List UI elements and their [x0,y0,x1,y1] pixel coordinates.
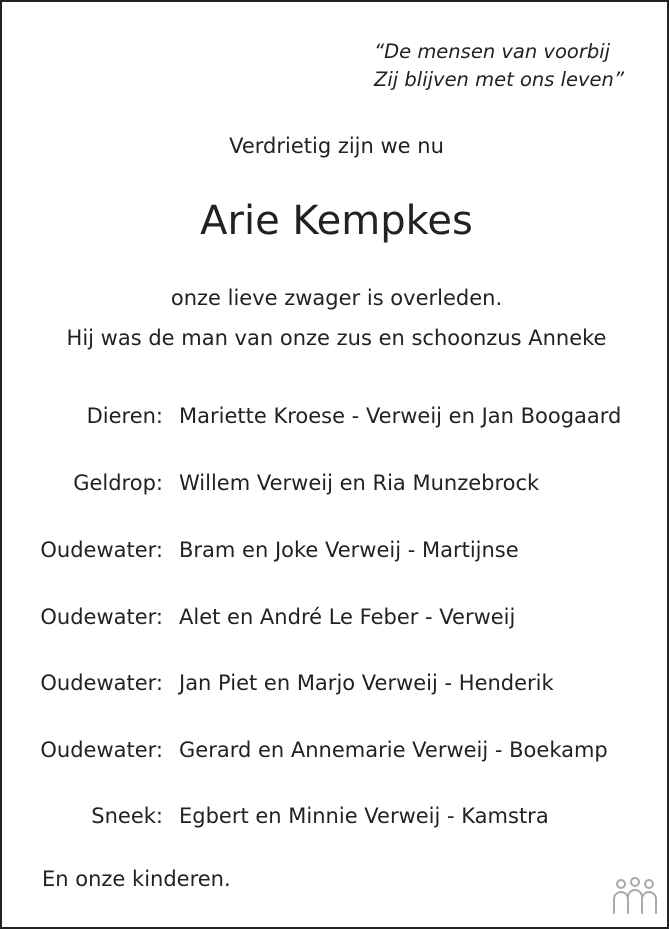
intro-text: Verdrietig zijn we nu [229,134,444,158]
relative-row [2,602,669,632]
relative-row [2,535,669,565]
relative-names: Jan Piet en Marjo Verweij - Henderik [179,671,554,695]
subtitle-line-1: onze lieve zwager is overleden. [170,286,503,310]
deceased-name: Arie Kempkes [200,198,473,244]
subtitle-line-2: Hij was de man van onze zus en schoonzus Anneke [66,326,607,350]
poem-quote [374,38,624,94]
relative-place: Oudewater: [40,538,163,562]
relative-place: Geldrop: [73,471,163,495]
relative-names: Bram en Joke Verweij - Martijnse [179,538,519,562]
relative-names: Alet en André Le Feber - Verweij [179,605,516,629]
relative-row [2,668,669,698]
relative-place: Oudewater: [40,605,163,629]
relative-names: Gerard en Annemarie Verweij - Boekamp [179,738,608,762]
quote-line-2: Zij blijven met ons leven” [374,68,625,91]
relative-row [2,735,669,765]
relative-names: Willem Verweij en Ria Munzebrock [179,471,540,495]
quote-line-1: “De mensen van voorbij [374,40,611,63]
relative-names: Egbert en Minnie Verweij - Kamstra [179,804,549,828]
people-group-icon [610,876,660,916]
relative-names: Mariette Kroese - Verweij en Jan Boogaard [179,404,622,428]
relative-row [2,468,669,498]
relative-place: Oudewater: [40,738,163,762]
relative-row [2,801,669,831]
closing-text: En onze kinderen. [42,867,231,891]
relative-place: Dieren: [86,404,163,428]
relative-row [2,401,669,431]
relative-place: Sneek: [91,804,163,828]
relative-place: Oudewater: [40,671,163,695]
